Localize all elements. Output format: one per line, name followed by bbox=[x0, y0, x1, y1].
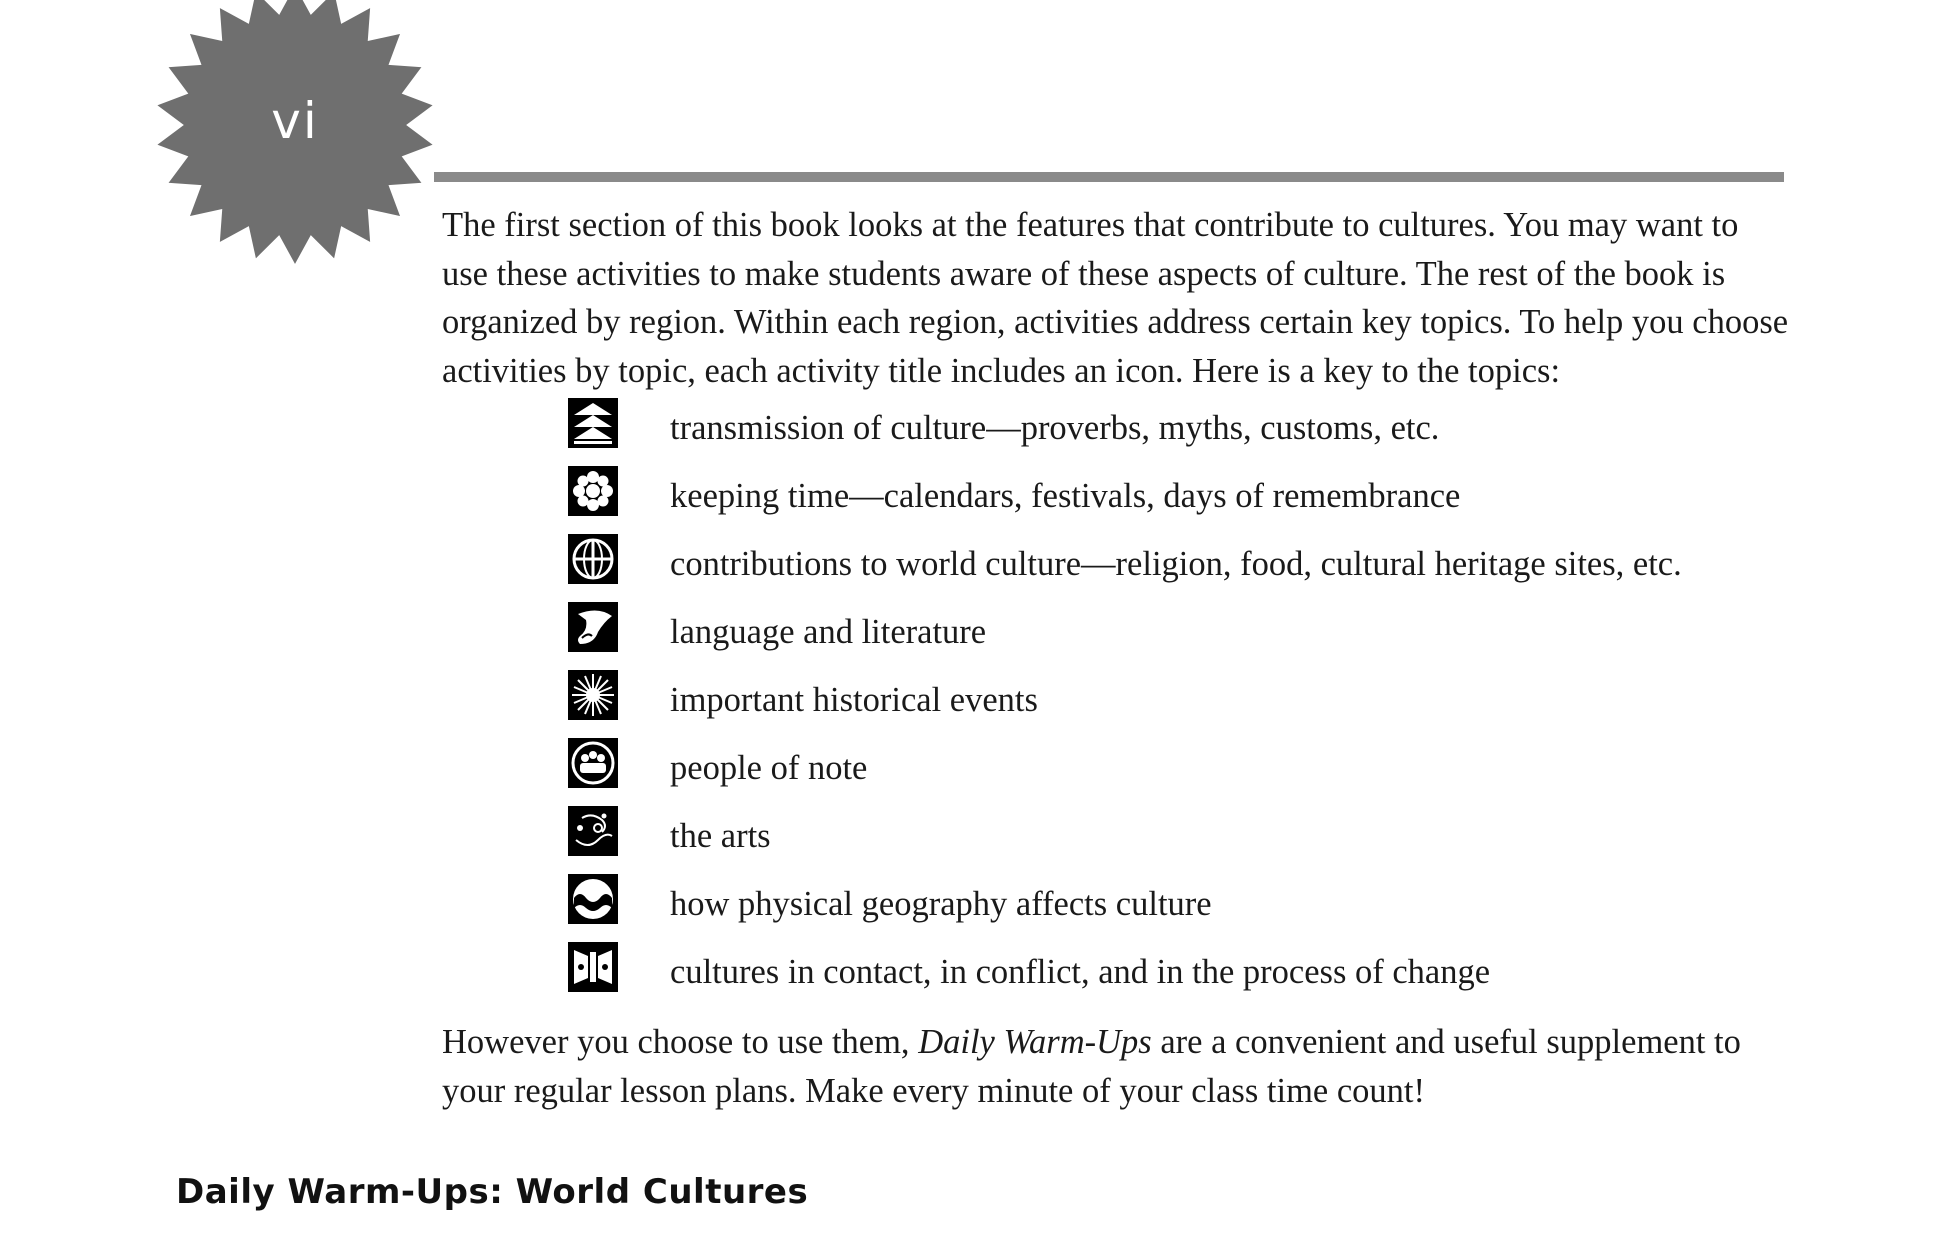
people-icon bbox=[568, 738, 618, 788]
book-title-inline: Daily Warm-Ups bbox=[918, 1023, 1152, 1061]
flower-icon bbox=[568, 466, 618, 516]
closing-text-start: However you choose to use them, bbox=[442, 1023, 919, 1061]
topic-label: transmission of culture—proverbs, myths, customs, etc. bbox=[670, 409, 1440, 447]
header-rule bbox=[434, 172, 1784, 182]
footer-book-title: Daily Warm-Ups: World Cultures bbox=[176, 1172, 809, 1212]
topic-label: contributions to world culture—religion, food, cultural heritage sites, etc. bbox=[670, 545, 1682, 583]
topic-label: cultures in contact, in conflict, and in the process of change bbox=[670, 953, 1491, 991]
waves-icon bbox=[568, 874, 618, 924]
closing-paragraph bbox=[442, 1018, 1792, 1115]
globe-icon bbox=[568, 534, 618, 584]
topic-label: keeping time—calendars, festivals, days of remembrance bbox=[670, 477, 1461, 515]
topic-label: the arts bbox=[670, 817, 771, 855]
topic-label: important historical events bbox=[670, 681, 1038, 719]
topic-label: language and literature bbox=[670, 613, 987, 651]
scroll-icon bbox=[568, 602, 618, 652]
page-number: vi bbox=[271, 92, 319, 150]
crossed-shields-icon bbox=[568, 942, 618, 992]
closing-text-end: are a convenient and useful supplement to your regular lesson plans. Make every minute of your class time count! bbox=[442, 1023, 1741, 1110]
intro-paragraph: The first section of this book looks at the features that contribute to cultures. You may want to use these activities to make students aware of these aspects of culture. The rest of the book is organized by region. Within each region, activities address certain key topics. To help you choose activities by topic, each activity title includes an icon. Here is a key to the topics: bbox=[442, 206, 1789, 390]
topic-label: people of note bbox=[670, 749, 868, 787]
topic-label: how physical geography affects culture bbox=[670, 885, 1212, 923]
layered-chevrons-icon bbox=[568, 398, 618, 448]
starburst-icon bbox=[568, 670, 618, 720]
music-notes-icon bbox=[568, 806, 618, 856]
